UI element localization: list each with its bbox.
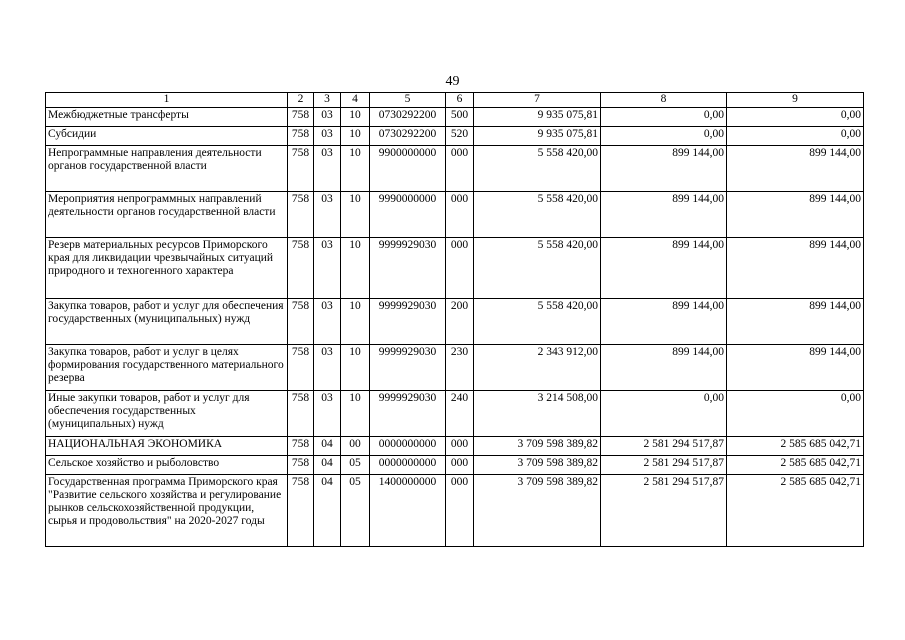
cell-amount-3: 2 585 685 042,71 <box>727 437 864 456</box>
table-row <box>46 127 864 146</box>
table-row <box>46 108 864 127</box>
header-cell: 5 <box>370 93 446 108</box>
page-number: 49 <box>445 74 460 89</box>
cell-target-article: 9990000000 <box>370 192 446 238</box>
cell-amount-3: 899 144,00 <box>727 345 864 391</box>
cell-amount-2: 0,00 <box>601 108 727 127</box>
header-cell: 2 <box>288 93 314 108</box>
cell-target-article: 0730292200 <box>370 127 446 146</box>
cell-amount-2: 899 144,00 <box>601 146 727 192</box>
cell-admin-code: 758 <box>288 437 314 456</box>
cell-admin-code: 758 <box>288 391 314 437</box>
cell-amount-3: 2 585 685 042,71 <box>727 456 864 475</box>
cell-target-article: 0000000000 <box>370 456 446 475</box>
cell-amount-1: 2 343 912,00 <box>474 345 601 391</box>
cell-admin-code: 758 <box>288 456 314 475</box>
cell-name: Непрограммные направления деятельности органов государственной власти <box>46 146 288 192</box>
cell-amount-1: 3 214 508,00 <box>474 391 601 437</box>
cell-name: Государственная программа Приморского края "Развитие сельского хозяйства и регулирование рынков сельскохозяйственной продукции, сырья и продовольствия" на 2020-2027 годы <box>46 475 288 547</box>
cell-amount-2: 899 144,00 <box>601 192 727 238</box>
cell-expense-type: 000 <box>446 437 474 456</box>
cell-subsection: 10 <box>341 391 370 437</box>
table-row <box>46 475 864 547</box>
cell-section: 03 <box>314 146 341 192</box>
cell-amount-2: 2 581 294 517,87 <box>601 475 727 547</box>
cell-admin-code: 758 <box>288 299 314 345</box>
cell-expense-type: 000 <box>446 475 474 547</box>
cell-expense-type: 500 <box>446 108 474 127</box>
cell-name: НАЦИОНАЛЬНАЯ ЭКОНОМИКА <box>46 437 288 456</box>
cell-admin-code: 758 <box>288 192 314 238</box>
cell-name: Закупка товаров, работ и услуг для обеспечения государственных (муниципальных) нужд <box>46 299 288 345</box>
cell-amount-1: 9 935 075,81 <box>474 108 601 127</box>
cell-amount-1: 5 558 420,00 <box>474 192 601 238</box>
cell-name: Резерв материальных ресурсов Приморского края для ликвидации чрезвычайных ситуаций природного и техногенного характера <box>46 238 288 299</box>
cell-amount-3: 0,00 <box>727 108 864 127</box>
cell-target-article: 1400000000 <box>370 475 446 547</box>
cell-expense-type: 000 <box>446 192 474 238</box>
cell-amount-2: 0,00 <box>601 127 727 146</box>
cell-target-article: 0000000000 <box>370 437 446 456</box>
cell-section: 03 <box>314 108 341 127</box>
cell-amount-3: 899 144,00 <box>727 238 864 299</box>
table-row <box>46 192 864 238</box>
cell-amount-2: 2 581 294 517,87 <box>601 456 727 475</box>
cell-target-article: 9900000000 <box>370 146 446 192</box>
header-cell: 1 <box>46 93 288 108</box>
table-row <box>46 437 864 456</box>
budget-table <box>45 92 864 547</box>
header-cell: 4 <box>341 93 370 108</box>
cell-expense-type: 000 <box>446 238 474 299</box>
table-row <box>46 456 864 475</box>
table-body <box>46 108 864 547</box>
cell-expense-type: 520 <box>446 127 474 146</box>
cell-amount-2: 899 144,00 <box>601 299 727 345</box>
header-cell: 7 <box>474 93 601 108</box>
cell-expense-type: 200 <box>446 299 474 345</box>
cell-amount-2: 899 144,00 <box>601 345 727 391</box>
cell-amount-1: 9 935 075,81 <box>474 127 601 146</box>
cell-section: 04 <box>314 437 341 456</box>
cell-section: 03 <box>314 391 341 437</box>
cell-target-article: 0730292200 <box>370 108 446 127</box>
cell-subsection: 05 <box>341 456 370 475</box>
cell-admin-code: 758 <box>288 108 314 127</box>
cell-section: 03 <box>314 238 341 299</box>
cell-section: 04 <box>314 456 341 475</box>
cell-name: Сельское хозяйство и рыболовство <box>46 456 288 475</box>
cell-admin-code: 758 <box>288 238 314 299</box>
cell-subsection: 00 <box>341 437 370 456</box>
cell-subsection: 10 <box>341 192 370 238</box>
cell-target-article: 9999929030 <box>370 391 446 437</box>
cell-subsection: 05 <box>341 475 370 547</box>
cell-amount-3: 899 144,00 <box>727 146 864 192</box>
table-row <box>46 299 864 345</box>
cell-subsection: 10 <box>341 108 370 127</box>
cell-target-article: 9999929030 <box>370 299 446 345</box>
header-row <box>46 93 864 108</box>
table-row <box>46 345 864 391</box>
cell-expense-type: 000 <box>446 456 474 475</box>
cell-expense-type: 000 <box>446 146 474 192</box>
cell-subsection: 10 <box>341 345 370 391</box>
cell-amount-1: 5 558 420,00 <box>474 238 601 299</box>
cell-admin-code: 758 <box>288 475 314 547</box>
header-cell: 3 <box>314 93 341 108</box>
table-row <box>46 146 864 192</box>
cell-name: Закупка товаров, работ и услуг в целях формирования государственного материального резерва <box>46 345 288 391</box>
cell-amount-2: 0,00 <box>601 391 727 437</box>
cell-amount-1: 3 709 598 389,82 <box>474 475 601 547</box>
cell-target-article: 9999929030 <box>370 345 446 391</box>
cell-subsection: 10 <box>341 127 370 146</box>
cell-admin-code: 758 <box>288 146 314 192</box>
cell-expense-type: 240 <box>446 391 474 437</box>
cell-amount-2: 899 144,00 <box>601 238 727 299</box>
cell-amount-3: 899 144,00 <box>727 299 864 345</box>
cell-section: 04 <box>314 475 341 547</box>
header-cell: 6 <box>446 93 474 108</box>
cell-amount-2: 2 581 294 517,87 <box>601 437 727 456</box>
cell-amount-1: 5 558 420,00 <box>474 146 601 192</box>
cell-amount-3: 0,00 <box>727 127 864 146</box>
table-row <box>46 238 864 299</box>
cell-amount-3: 2 585 685 042,71 <box>727 475 864 547</box>
header-cell: 8 <box>601 93 727 108</box>
cell-section: 03 <box>314 192 341 238</box>
cell-amount-1: 3 709 598 389,82 <box>474 437 601 456</box>
header-cell: 9 <box>727 93 864 108</box>
cell-section: 03 <box>314 127 341 146</box>
cell-section: 03 <box>314 299 341 345</box>
cell-amount-1: 3 709 598 389,82 <box>474 456 601 475</box>
cell-section: 03 <box>314 345 341 391</box>
cell-admin-code: 758 <box>288 127 314 146</box>
cell-expense-type: 230 <box>446 345 474 391</box>
cell-amount-3: 899 144,00 <box>727 192 864 238</box>
cell-amount-1: 5 558 420,00 <box>474 299 601 345</box>
cell-amount-3: 0,00 <box>727 391 864 437</box>
cell-subsection: 10 <box>341 238 370 299</box>
table-row <box>46 391 864 437</box>
cell-name: Мероприятия непрограммных направлений деятельности органов государственной власти <box>46 192 288 238</box>
cell-target-article: 9999929030 <box>370 238 446 299</box>
cell-name: Межбюджетные трансферты <box>46 108 288 127</box>
cell-subsection: 10 <box>341 146 370 192</box>
cell-name: Субсидии <box>46 127 288 146</box>
cell-subsection: 10 <box>341 299 370 345</box>
cell-admin-code: 758 <box>288 345 314 391</box>
cell-name: Иные закупки товаров, работ и услуг для обеспечения государственных (муниципальных) нужд <box>46 391 288 437</box>
